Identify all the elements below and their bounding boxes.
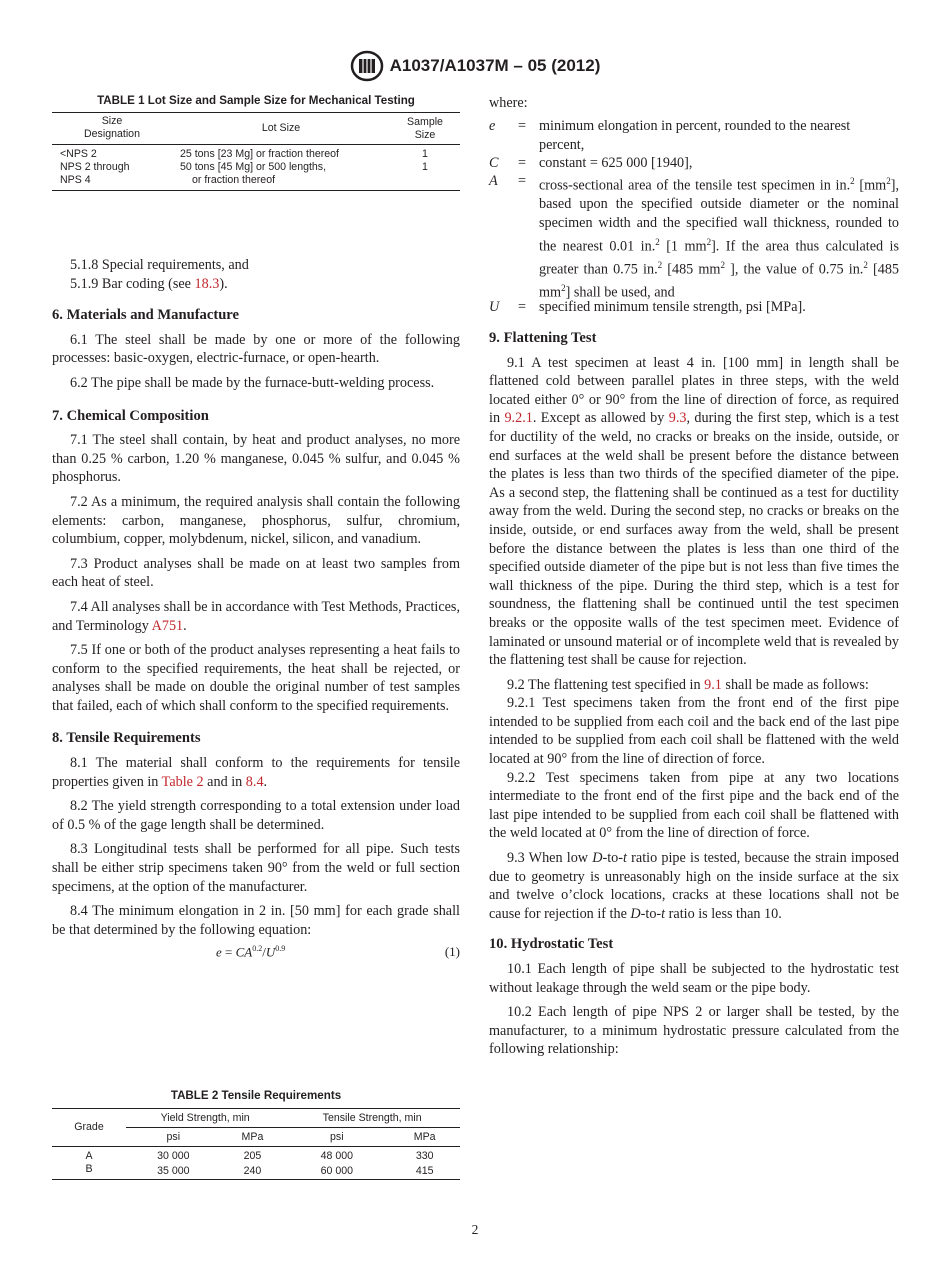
t1-r2-size-2: NPS 4 [60, 174, 91, 186]
right-text [489, 329, 899, 1059]
document-designation: A1037/A1037M – 05 (2012) [389, 56, 601, 75]
para-7-3: 7.3 Product analyses shall be made on at least two samples from each heat of steel. [52, 555, 460, 591]
table-2-caption: TABLE 2 Tensile Requirements [170, 1089, 342, 1102]
table-2-grid [52, 1108, 460, 1180]
t1-row-2 [52, 161, 460, 191]
section-8-heading: 8. Tensile Requirements [52, 730, 201, 747]
ref-a751[interactable]: A751 [151, 617, 184, 634]
equation-number: (1) [444, 944, 460, 960]
definition-e: e = minimum elongation in percent, rounded to the nearest percent, [489, 118, 851, 153]
para-7-1: 7.1 The steel shall contain, by heat and product analyses, no more than 0.25 % carbon, 1.20 % manganese, 0.045 % sulfur, and 0.045 % phosphorus. [52, 432, 460, 486]
para-9-2: 9.2 The flattening test specified in 9.1 shall be made as follows: [507, 676, 869, 693]
para-8-2: 8.2 The yield strength corresponding to a total extension under load of 0.5 % of the gage length shall be determined. [52, 798, 460, 833]
t1-r2-size-1: NPS 2 through [60, 161, 130, 173]
equation-1: $e = CA^{0.2}/U^{0.9}$ (1) [216, 944, 460, 960]
ref-9-2-1[interactable]: 9.2.1 [504, 410, 533, 427]
astm-logo-icon [350, 50, 384, 82]
t2-sub-psi-1: psi [166, 1131, 181, 1143]
table-1 [52, 94, 460, 191]
para-9-2-1: 9.2.1 Test specimens taken from the front end of the first pipe intended to be supplied from each coil and the back end of the last pipe intended to be supplied from each coil shall be flattened with the weld located at 90° from the line of direction of force. [489, 695, 899, 768]
t2-sub-psi-2: psi [330, 1130, 344, 1143]
para-8-1: 8.1 The material shall conform to the requirements for tensile properties given in Table 2 and in 8.4. [52, 755, 460, 790]
t1-col-sample-1: Sample [407, 115, 443, 128]
para-10-1: 10.1 Each length of pipe shall be subjected to the hydrostatic test without leakage through the weld seam or the pipe body. [489, 961, 899, 996]
section-7-heading: 7. Chemical Composition [52, 407, 209, 424]
table-1-caption: TABLE 1 Lot Size and Sample Size for Mechanical Testing [97, 94, 415, 107]
table-row: B 35 000 240 60 000 415 [52, 1163, 460, 1180]
ref-8-4[interactable]: 8.4 [245, 773, 264, 790]
para-8-3: 8.3 Longitudinal tests shall be performed for all pipe. Such tests shall be either strip specimens taken 90° from the weld or full section specimens, at the option of the manufacturer. [52, 841, 460, 895]
para-6-1: 6.1 The steel shall be made by one or more of the following processes: basic-oxygen, electric-furnace, or open-hearth. [52, 331, 460, 367]
table-1-grid [52, 112, 460, 191]
table-row: A 30 000 205 48 000 330 [85, 1150, 434, 1162]
t1-col-lot: Lot Size [261, 122, 301, 134]
where-label: where: [489, 95, 528, 111]
para-7-4: 7.4 All analyses shall be in accordance with Test Methods, Practices, and Terminology A751. [52, 598, 460, 634]
t1-col-size-1: Size [101, 115, 123, 127]
para-6-2: 6.2 The pipe shall be made by the furnace-butt-welding process. [70, 374, 435, 391]
para-7-2: 7.2 As a minimum, the required analysis shall contain the following elements: carbon, manganese, phosphorus, sulfur, chromium, columbium, copper, molybdenum, nickel, silicon, and vanadium. [52, 493, 460, 548]
para-5-1-9: 5.1.9 Bar coding (see 18.3). [70, 275, 228, 292]
definition-a: A = cross-sectional area of the tensile test specimen in in.$^2$ $[mm^2]$, based upon the specified outside diameter or the nominal specimen width and the specified wall thickness, rounded to the nearest 0.01 in.$^2$ [1 $mm^2$]. If the area thus calculated is greater than 0.75 in.$^2$ [485 $mm^2$ ], the value of 0.75 in.$^2$ [485 $mm^2$] shall be used, and [489, 173, 900, 301]
para-9-3: 9.3 When low D-to-t ratio pipe is tested, because the strain imposed due to geometry is unreasonably high on the inside surface at the six and twelve o’clock locations, cracks at these locations shall not be cause for rejection if the D-to-t ratio is less than 10. [489, 850, 899, 922]
t1-r1-lot: 25 tons [23 Mg] or fraction thereof [180, 148, 339, 160]
definition-c: C = constant = 625 000 [1940], [489, 155, 693, 171]
t1-r1-sample: 1 [422, 148, 428, 160]
ref-9-1[interactable]: 9.1 [704, 676, 722, 693]
para-10-2: 10.2 Each length of pipe NPS 2 or larger shall be tested, by the manufacturer, to a minimum hydrostatic pressure calculated from the following relationship: [489, 1004, 899, 1058]
t1-r2-lot-2: or fraction thereof [192, 174, 276, 186]
ref-18-3[interactable]: 18.3 [194, 275, 220, 292]
t2-col-tensile: Tensile Strength, min [284, 1109, 460, 1128]
para-8-4: 8.4 The minimum elongation in 2 in. [50 mm] for each grade shall be that determined by the following equation: [52, 903, 460, 938]
para-9-1: 9.1 A test specimen at least 4 in. [100 mm] in length shall be flattened cold between parallel plates in three steps, with the weld located either 0° or 90° from the line of direction of force, as required in 9.2.1. Except as allowed by 9.3, during the first step, which is a test for ductility of the weld, no cracks or breaks on the inside, outside, or end surfaces at the weld shall be present before the distance between the plates is less than two thirds of the specified diameter of the pipe. As a second step, the flattening shall be continued as a test for ductility away from the weld. During the second step, no cracks or breaks on the inside, outside, or end surfaces away from the weld, shall be present before the distance between the plates is less than one third of the specified outside diameter of the pipe but is not less than five times the wall thickness of the pipe. During the third step, which is a test for soundness, the flattening shall be continued until the test specimen breaks or the opposite walls of the test specimen meet. Evidence of laminated or unsound material or of incomplete weld that is revealed by the flattening test shall be cause for rejection. [489, 354, 900, 669]
t2-sub-mpa-2: MPa [413, 1130, 436, 1143]
t2-sub-mpa-1: MPa [241, 1130, 264, 1143]
left-text [52, 256, 460, 966]
section-9-heading: 9. Flattening Test [489, 330, 597, 346]
t1-r2-sample: 1 [422, 161, 428, 173]
para-9-2-2: 9.2.2 Test specimens taken from pipe at any two locations intermediate to the front end of the first pipe and the back end of the last pipe intended to be supplied from each coil shall be flattened with the weld located at 0° from the line of direction of force. [489, 769, 899, 842]
ref-table-2[interactable]: Table 2 [161, 773, 204, 790]
para-5-1-8: 5.1.8 Special requirements, and [70, 257, 249, 273]
section-10-heading: 10. Hydrostatic Test [489, 936, 614, 953]
t1-col-size-2: Designation [84, 128, 140, 140]
t2-col-grade: Grade [52, 1109, 126, 1147]
section-6-heading: 6. Materials and Manufacture [52, 307, 239, 324]
ref-9-3[interactable]: 9.3 [668, 410, 687, 427]
t1-r1-size: <NPS 2 [60, 148, 97, 160]
t1-col-sample-2: Size [414, 128, 436, 141]
t1-r2-lot-1: 50 tons [45 Mg] or 500 lengths, [180, 161, 327, 173]
table-2 [52, 1089, 460, 1180]
para-7-5: 7.5 If one or both of the product analyses representing a heat fails to conform to the specified requirements, the heat shall be rejected, or analyses shall be made on double the original number of test samples that failed, each of which shall conform to the specified requirements. [52, 642, 460, 714]
definition-u: U = specified minimum tensile strength, psi [MPa]. [489, 299, 806, 315]
page-number: 2 [471, 1222, 479, 1237]
t1-row-1 [52, 145, 460, 162]
t2-col-yield: Yield Strength, min [126, 1109, 284, 1128]
page-header [0, 50, 950, 82]
